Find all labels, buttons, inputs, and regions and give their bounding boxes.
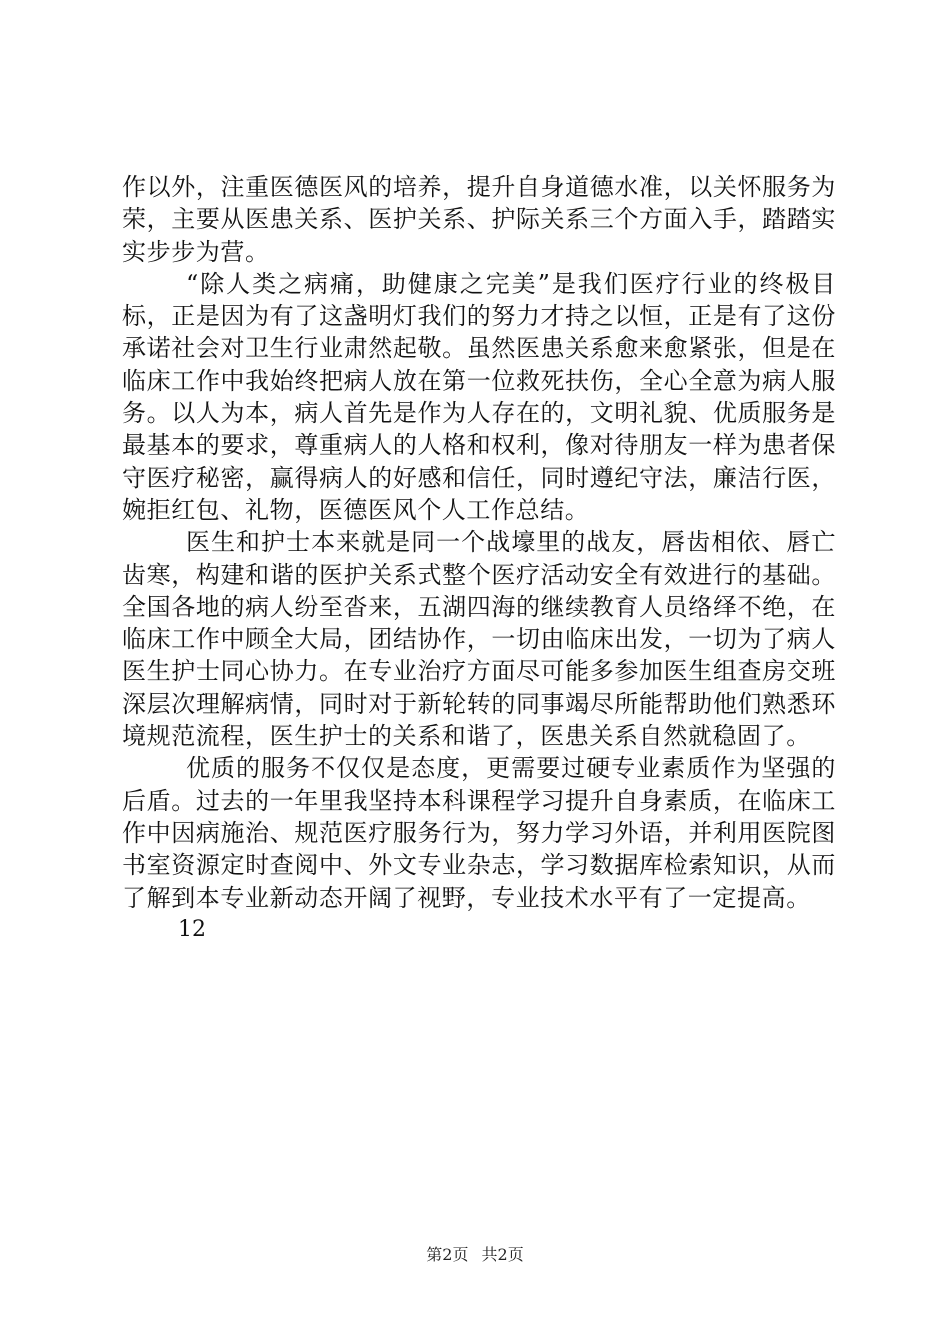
- paragraph-1: 作以外，注重医德医风的培养，提升自身道德水准，以关怀服务为荣，主要从医患关系、医护关系、护际关系三个方面入手，踏踏实实步步为营。: [122, 173, 836, 266]
- trailing-number: 12: [178, 916, 206, 942]
- footer-page-label: 第2页: [426, 1245, 469, 1264]
- document-body: [122, 171, 836, 946]
- paragraph-2: “除人类之病痛，助健康之完美”是我们医疗行业的终极目标，正是因为有了这盏明灯我们的努力才持之以恒，正是有了这份承诺社会对卫生行业肃然起敬。虽然医患关系愈来愈紧张，但是在临床工作中我始终把病人放在第一位救死扶伤，全心全意为病人服务。以人为本，病人首先是作为人存在的，文明礼貌、优质服务是最基本的要求，尊重病人的人格和权利，像对待朋友一样为患者保守医疗秘密，赢得病人的好感和信任，同时遵纪守法，廉洁行医，婉拒红包、礼物，医德医风个人工作总结。: [122, 269, 836, 524]
- page-footer: [0, 1243, 950, 1267]
- footer-total-label: 共2页: [481, 1245, 524, 1264]
- paragraph-4: 优质的服务不仅仅是态度，更需要过硬专业素质作为坚强的后盾。过去的一年里我坚持本科课程学习提升自身素质，在临床工作中因病施治、规范医疗服务行为，努力学习外语，并利用医院图书室资源定时查阅中、外文专业杂志，学习数据库检索知识，从而了解到本专业新动态开阔了视野，专业技术水平有了一定提高。: [122, 754, 836, 912]
- paragraph-3: 医生和护士本来就是同一个战壕里的战友，唇齿相依、唇亡齿寒，构建和谐的医护关系式整个医疗活动安全有效进行的基础。全国各地的病人纷至沓来，五湖四海的继续教育人员络绎不绝，在临床工作中顾全大局，团结协作，一切由临床出发，一切为了病人医生护士同心协力。在专业治疗方面尽可能多参加医生组查房交班深层次理解病情，同时对于新轮转的同事竭尽所能帮助他们熟悉环境规范流程，医生护士的关系和谐了，医患关系自然就稳固了。: [122, 528, 836, 751]
